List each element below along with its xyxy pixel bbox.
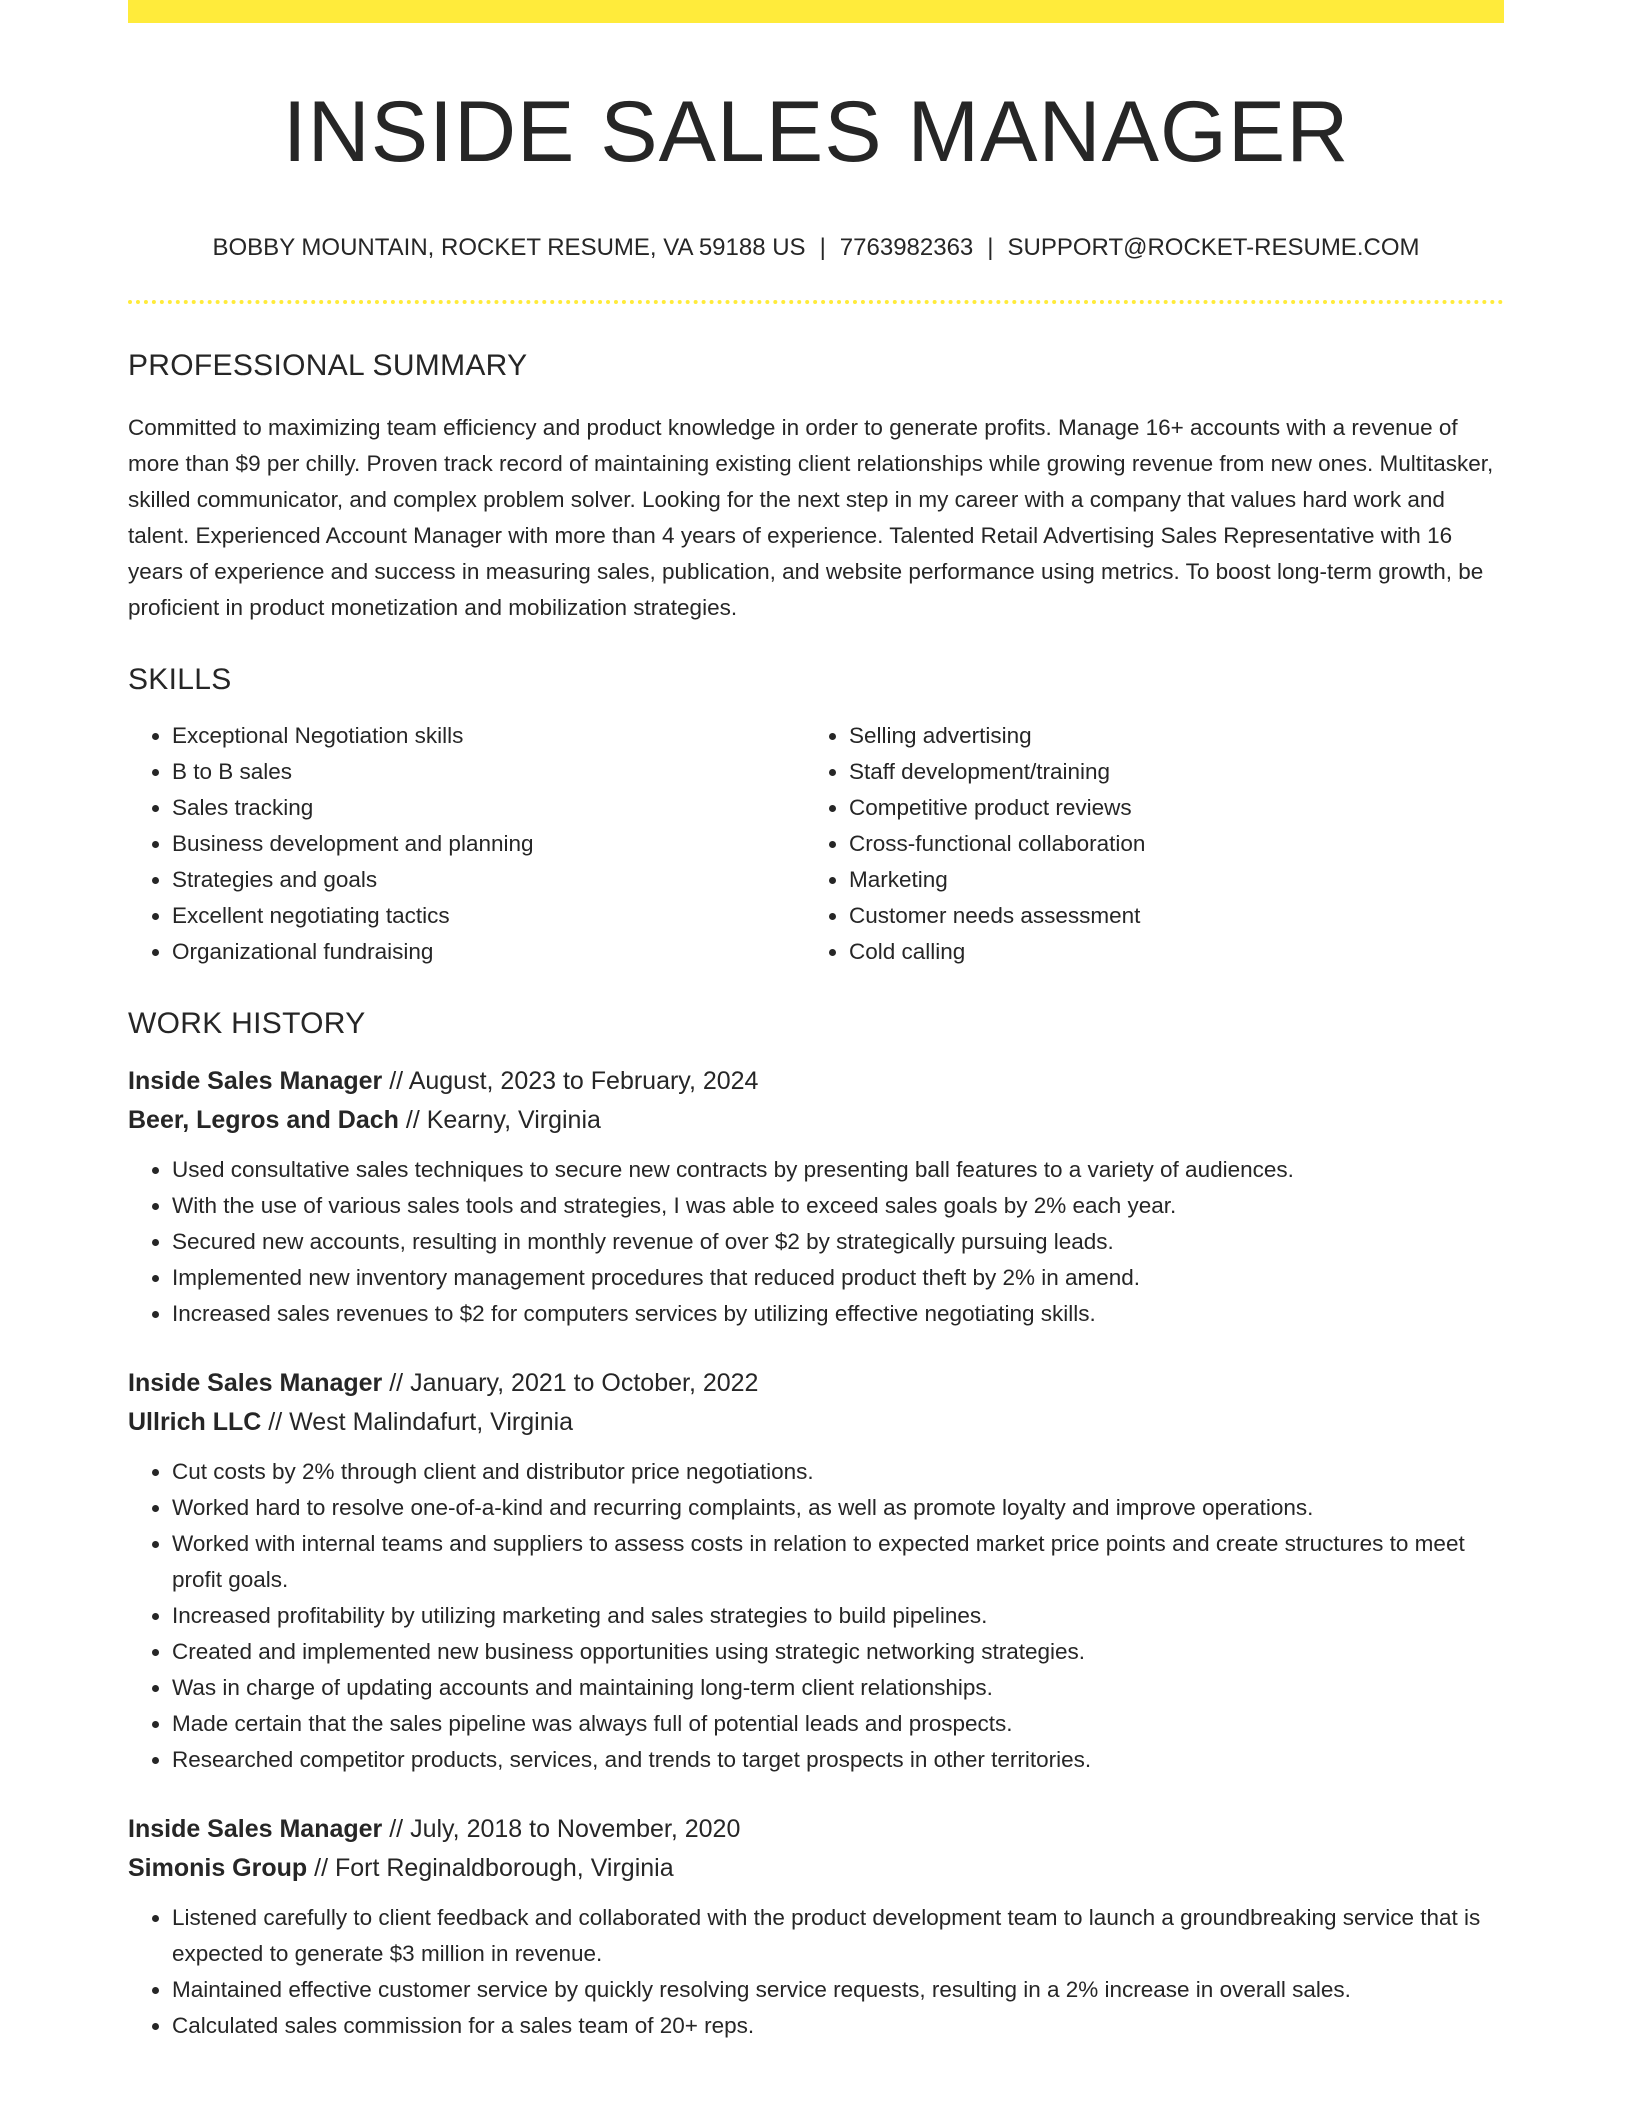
- job-bullets: [128, 1152, 1504, 1332]
- job-title-line: [128, 1364, 1504, 1403]
- job-bullet: • Researched competitor products, services, and trends to target prospects in other territories.: [172, 1742, 1504, 1778]
- contact-phone: 7763982363: [839, 233, 974, 261]
- skills-columns: [128, 718, 1504, 970]
- job-company: Beer, Legros and Dach: [128, 1106, 399, 1135]
- dotted-divider: [128, 300, 1504, 304]
- job-bullet: • Created and implemented new business opportunities using strategic networking strategies.: [172, 1634, 1504, 1670]
- job-dates: // July, 2018 to November, 2020: [389, 1815, 741, 1844]
- job-location: // Kearny, Virginia: [405, 1106, 601, 1135]
- job-bullet: • Increased sales revenues to $2 for computers services by utilizing effective negotiating skills.: [172, 1296, 1504, 1332]
- job-location: // West Malindafurt, Virginia: [268, 1408, 574, 1437]
- job-bullets: [128, 1900, 1504, 2044]
- job-title-line: [128, 1062, 1504, 1101]
- job-bullet: • Calculated sales commission for a sales team of 20+ reps.: [172, 2008, 1504, 2044]
- job-title-line: [128, 1810, 1504, 1849]
- job-dates: // August, 2023 to February, 2024: [389, 1067, 759, 1096]
- summary-heading: PROFESSIONAL SUMMARY: [128, 349, 528, 383]
- skills-heading: SKILLS: [128, 663, 232, 697]
- summary-text: Committed to maximizing team efficiency and product knowledge in order to generate profits. Manage 16+ accounts with a revenue of more than $9 per chilly. Proven track record of maintaining existing client relationships while growing revenue from new ones. Multitasker, skilled communicator, and complex problem solver. Looking for the next step in my career with a company that values hard work and talent. Experienced Account Manager with more than 4 years of experience. Talented Retail Advertising Sales Representative with 16 years of experience and success in measuring sales, publication, and website performance using metrics. To boost long-term growth, be proficient in product monetization and mobilization strategies.: [128, 415, 1494, 621]
- skill-item: • Strategies and goals: [172, 862, 805, 898]
- top-accent-bar: [128, 0, 1504, 23]
- job-bullet: • Maintained effective customer service by quickly resolving service requests, resulting in a 2% increase in overall sales.: [172, 1972, 1504, 2008]
- skill-item: • Cold calling: [849, 934, 1482, 970]
- job-entry: [128, 1364, 1504, 1778]
- contact-separator: |: [819, 233, 826, 261]
- skill-item: • Cross-functional collaboration: [849, 826, 1482, 862]
- job-title: Inside Sales Manager: [128, 1815, 383, 1844]
- skill-item: • Exceptional Negotiation skills: [172, 718, 805, 754]
- job-location: // Fort Reginaldborough, Virginia: [314, 1854, 674, 1883]
- job-company-line: [128, 1849, 1504, 1888]
- contact-address: BOBBY MOUNTAIN, ROCKET RESUME, VA 59188 US: [212, 233, 806, 261]
- contact-line: [128, 234, 1504, 263]
- work-history-list: [128, 1062, 1504, 2044]
- job-company-line: [128, 1403, 1504, 1442]
- skill-item: • Sales tracking: [172, 790, 805, 826]
- job-title: Inside Sales Manager: [128, 1369, 383, 1398]
- work-history-heading: WORK HISTORY: [128, 1007, 366, 1041]
- job-bullet: • Worked with internal teams and suppliers to assess costs in relation to expected market price points and create structures to meet profit goals.: [172, 1526, 1504, 1598]
- resume-title: INSIDE SALES MANAGER: [282, 84, 1350, 180]
- skills-list-left: [128, 718, 805, 970]
- job-company: Simonis Group: [128, 1854, 308, 1883]
- job-bullet: • Listened carefully to client feedback and collaborated with the product development team to launch a groundbreaking service that is expected to generate $3 million in revenue.: [172, 1900, 1504, 1972]
- job-bullet: • Secured new accounts, resulting in monthly revenue of over $2 by strategically pursuing leads.: [172, 1224, 1504, 1260]
- skill-item: • B to B sales: [172, 754, 805, 790]
- job-bullet: • Worked hard to resolve one-of-a-kind and recurring complaints, as well as promote loyalty and improve operations.: [172, 1490, 1504, 1526]
- job-bullet: • Used consultative sales techniques to secure new contracts by presenting ball features to a variety of audiences.: [172, 1152, 1504, 1188]
- job-entry: [128, 1810, 1504, 2044]
- job-bullet: • Made certain that the sales pipeline was always full of potential leads and prospects.: [172, 1706, 1504, 1742]
- skill-item: • Staff development/training: [849, 754, 1482, 790]
- resume-page: [128, 0, 1504, 2044]
- job-bullet: • Was in charge of updating accounts and maintaining long-term client relationships.: [172, 1670, 1504, 1706]
- skill-item: • Customer needs assessment: [849, 898, 1482, 934]
- skill-item: • Marketing: [849, 862, 1482, 898]
- job-bullet: • With the use of various sales tools and strategies, I was able to exceed sales goals by 2% each year.: [172, 1188, 1504, 1224]
- job-bullet: • Cut costs by 2% through client and distributor price negotiations.: [172, 1454, 1504, 1490]
- skill-item: • Competitive product reviews: [849, 790, 1482, 826]
- skills-list-right: [805, 718, 1482, 970]
- contact-separator: |: [987, 233, 994, 261]
- job-entry: [128, 1062, 1504, 1332]
- skill-item: • Business development and planning: [172, 826, 805, 862]
- job-company-line: [128, 1101, 1504, 1140]
- job-dates: // January, 2021 to October, 2022: [389, 1369, 759, 1398]
- job-bullet: • Increased profitability by utilizing marketing and sales strategies to build pipelines.: [172, 1598, 1504, 1634]
- contact-email: SUPPORT@ROCKET-RESUME.COM: [1007, 233, 1420, 261]
- skill-item: • Excellent negotiating tactics: [172, 898, 805, 934]
- job-title: Inside Sales Manager: [128, 1067, 383, 1096]
- job-company: Ullrich LLC: [128, 1408, 262, 1437]
- skill-item: • Selling advertising: [849, 718, 1482, 754]
- job-bullet: • Implemented new inventory management procedures that reduced product theft by 2% in amend.: [172, 1260, 1504, 1296]
- job-bullets: [128, 1454, 1504, 1778]
- skill-item: • Organizational fundraising: [172, 934, 805, 970]
